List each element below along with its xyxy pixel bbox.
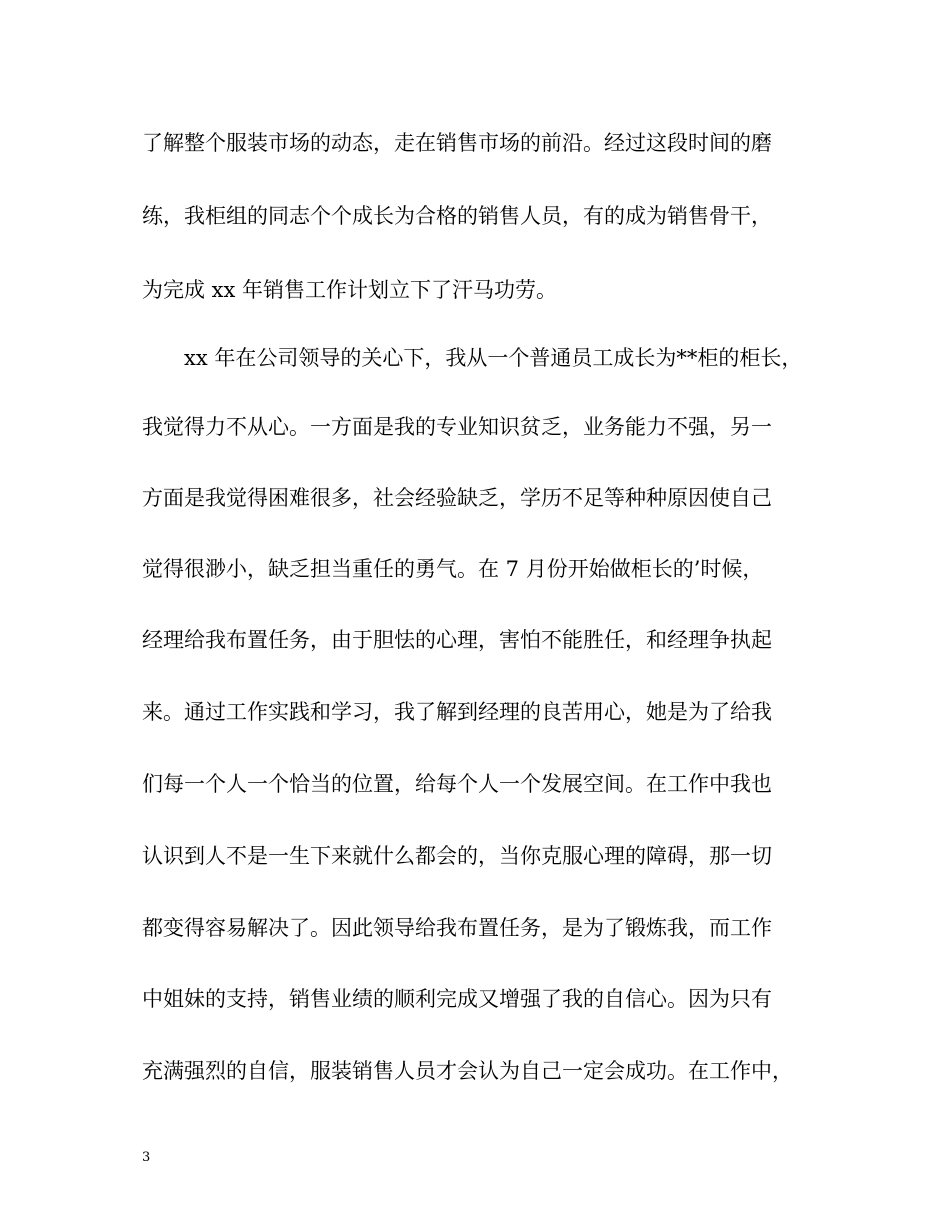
paragraph-line: 方面是我觉得困难很多，社会经验缺乏，学历不足等种种原因使自己 xyxy=(142,486,772,510)
page-number: 3 xyxy=(142,1150,151,1165)
paragraph-line: 了解整个服装市场的动态，走在销售市场的前沿。经过这段时间的磨 xyxy=(142,131,772,155)
paragraph-line: 来。通过工作实践和学习，我了解到经理的良苦用心，她是为了给我 xyxy=(142,700,772,724)
paragraph-line: 们每一个人一个恰当的位置，给每个人一个发展空间。在工作中我也 xyxy=(142,772,772,796)
paragraph-line: 经理给我布置任务，由于胆怯的心理，害怕不能胜任，和经理争执起 xyxy=(142,628,772,652)
paragraph-line: 充满强烈的自信，服装销售人员才会认为自己一定会成功。在工作中， xyxy=(142,1059,793,1083)
paragraph-line: 我觉得力不从心。一方面是我的专业知识贫乏，业务能力不强，另一 xyxy=(142,415,772,439)
paragraph-line: 认识到人不是一生下来就什么都会的，当你克服心理的障碍，那一切 xyxy=(142,844,772,868)
paragraph-line: xx 年在公司领导的关心下，我从一个普通员工成长为**柜的柜长， xyxy=(184,346,803,370)
paragraph-line: 觉得很渺小，缺乏担当重任的勇气。在 7 月份开始做柜长的’时候， xyxy=(142,557,764,581)
paragraph-line: 都变得容易解决了。因此领导给我布置任务，是为了锻炼我，而工作 xyxy=(142,916,772,940)
paragraph-line: 为完成 xx 年销售工作计划立下了汗马功劳。 xyxy=(142,278,558,302)
paragraph-line: 中姐妹的支持，销售业绩的顺利完成又增强了我的自信心。因为只有 xyxy=(142,987,772,1011)
paragraph-line: 练，我柜组的同志个个成长为合格的销售人员，有的成为销售骨干， xyxy=(142,204,772,228)
